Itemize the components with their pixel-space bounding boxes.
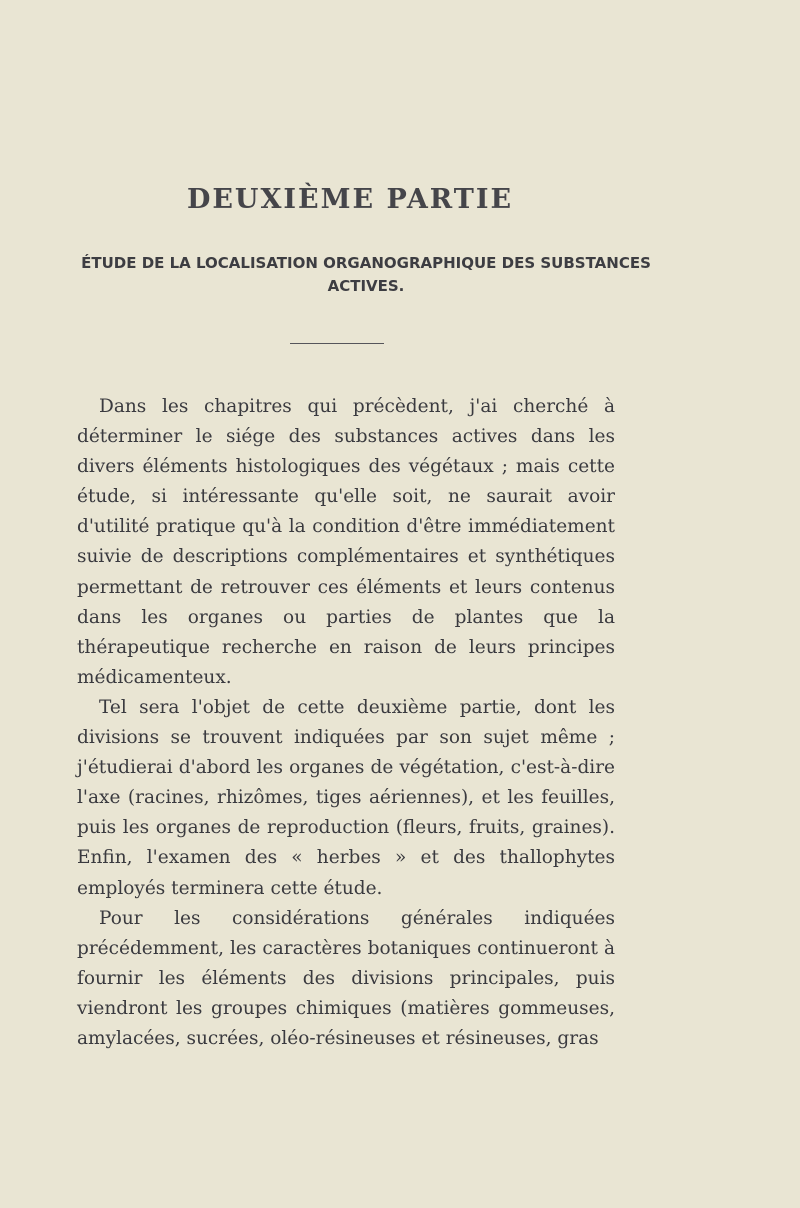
section-subtitle: ÉTUDE DE LA LOCALISATION ORGANOGRAPHIQUE DES SUBSTANCES ACTIVES. (81, 254, 651, 295)
body-text (77, 392, 615, 1054)
paragraph-2: Tel sera l'objet de cette deuxième partie, dont les divisions se trouvent indiquées par son sujet même ; j'étudierai d'abord les organes de végétation, c'est-à-dire l'axe (racines, rhizômes, tiges aériennes), et les feuilles, puis les organes de reproduction (fleurs, fruits, graines). Enfin, l'examen des « herbes » et des thallophytes employés terminera cette étude. (77, 696, 615, 899)
paragraph-1: Dans les chapitres qui précèdent, j'ai cherché à déterminer le siége des substances actives dans les divers éléments histologiques des végétaux ; mais cette étude, si intéressante qu'elle soit, ne saurait avoir d'utilité pratique qu'à la condition d'être immédiatement suivie de descriptions complémentaires et synthétiques permettant de retrouver ces éléments et leurs contenus dans les organes ou parties de plantes que la thérapeutique recherche en raison de leurs principes médicamenteux. (77, 396, 615, 688)
paragraph-3: Pour les considérations générales indiquées précédemment, les caractères botaniques continueront à fournir les éléments des divisions principales, puis viendront les groupes chimiques (matières gommeuses, amylacées, sucrées, oléo-résineuses et résineuses, gras (77, 907, 615, 1049)
divider-rule (290, 343, 384, 344)
part-title: DEUXIÈME PARTIE (186, 184, 514, 215)
